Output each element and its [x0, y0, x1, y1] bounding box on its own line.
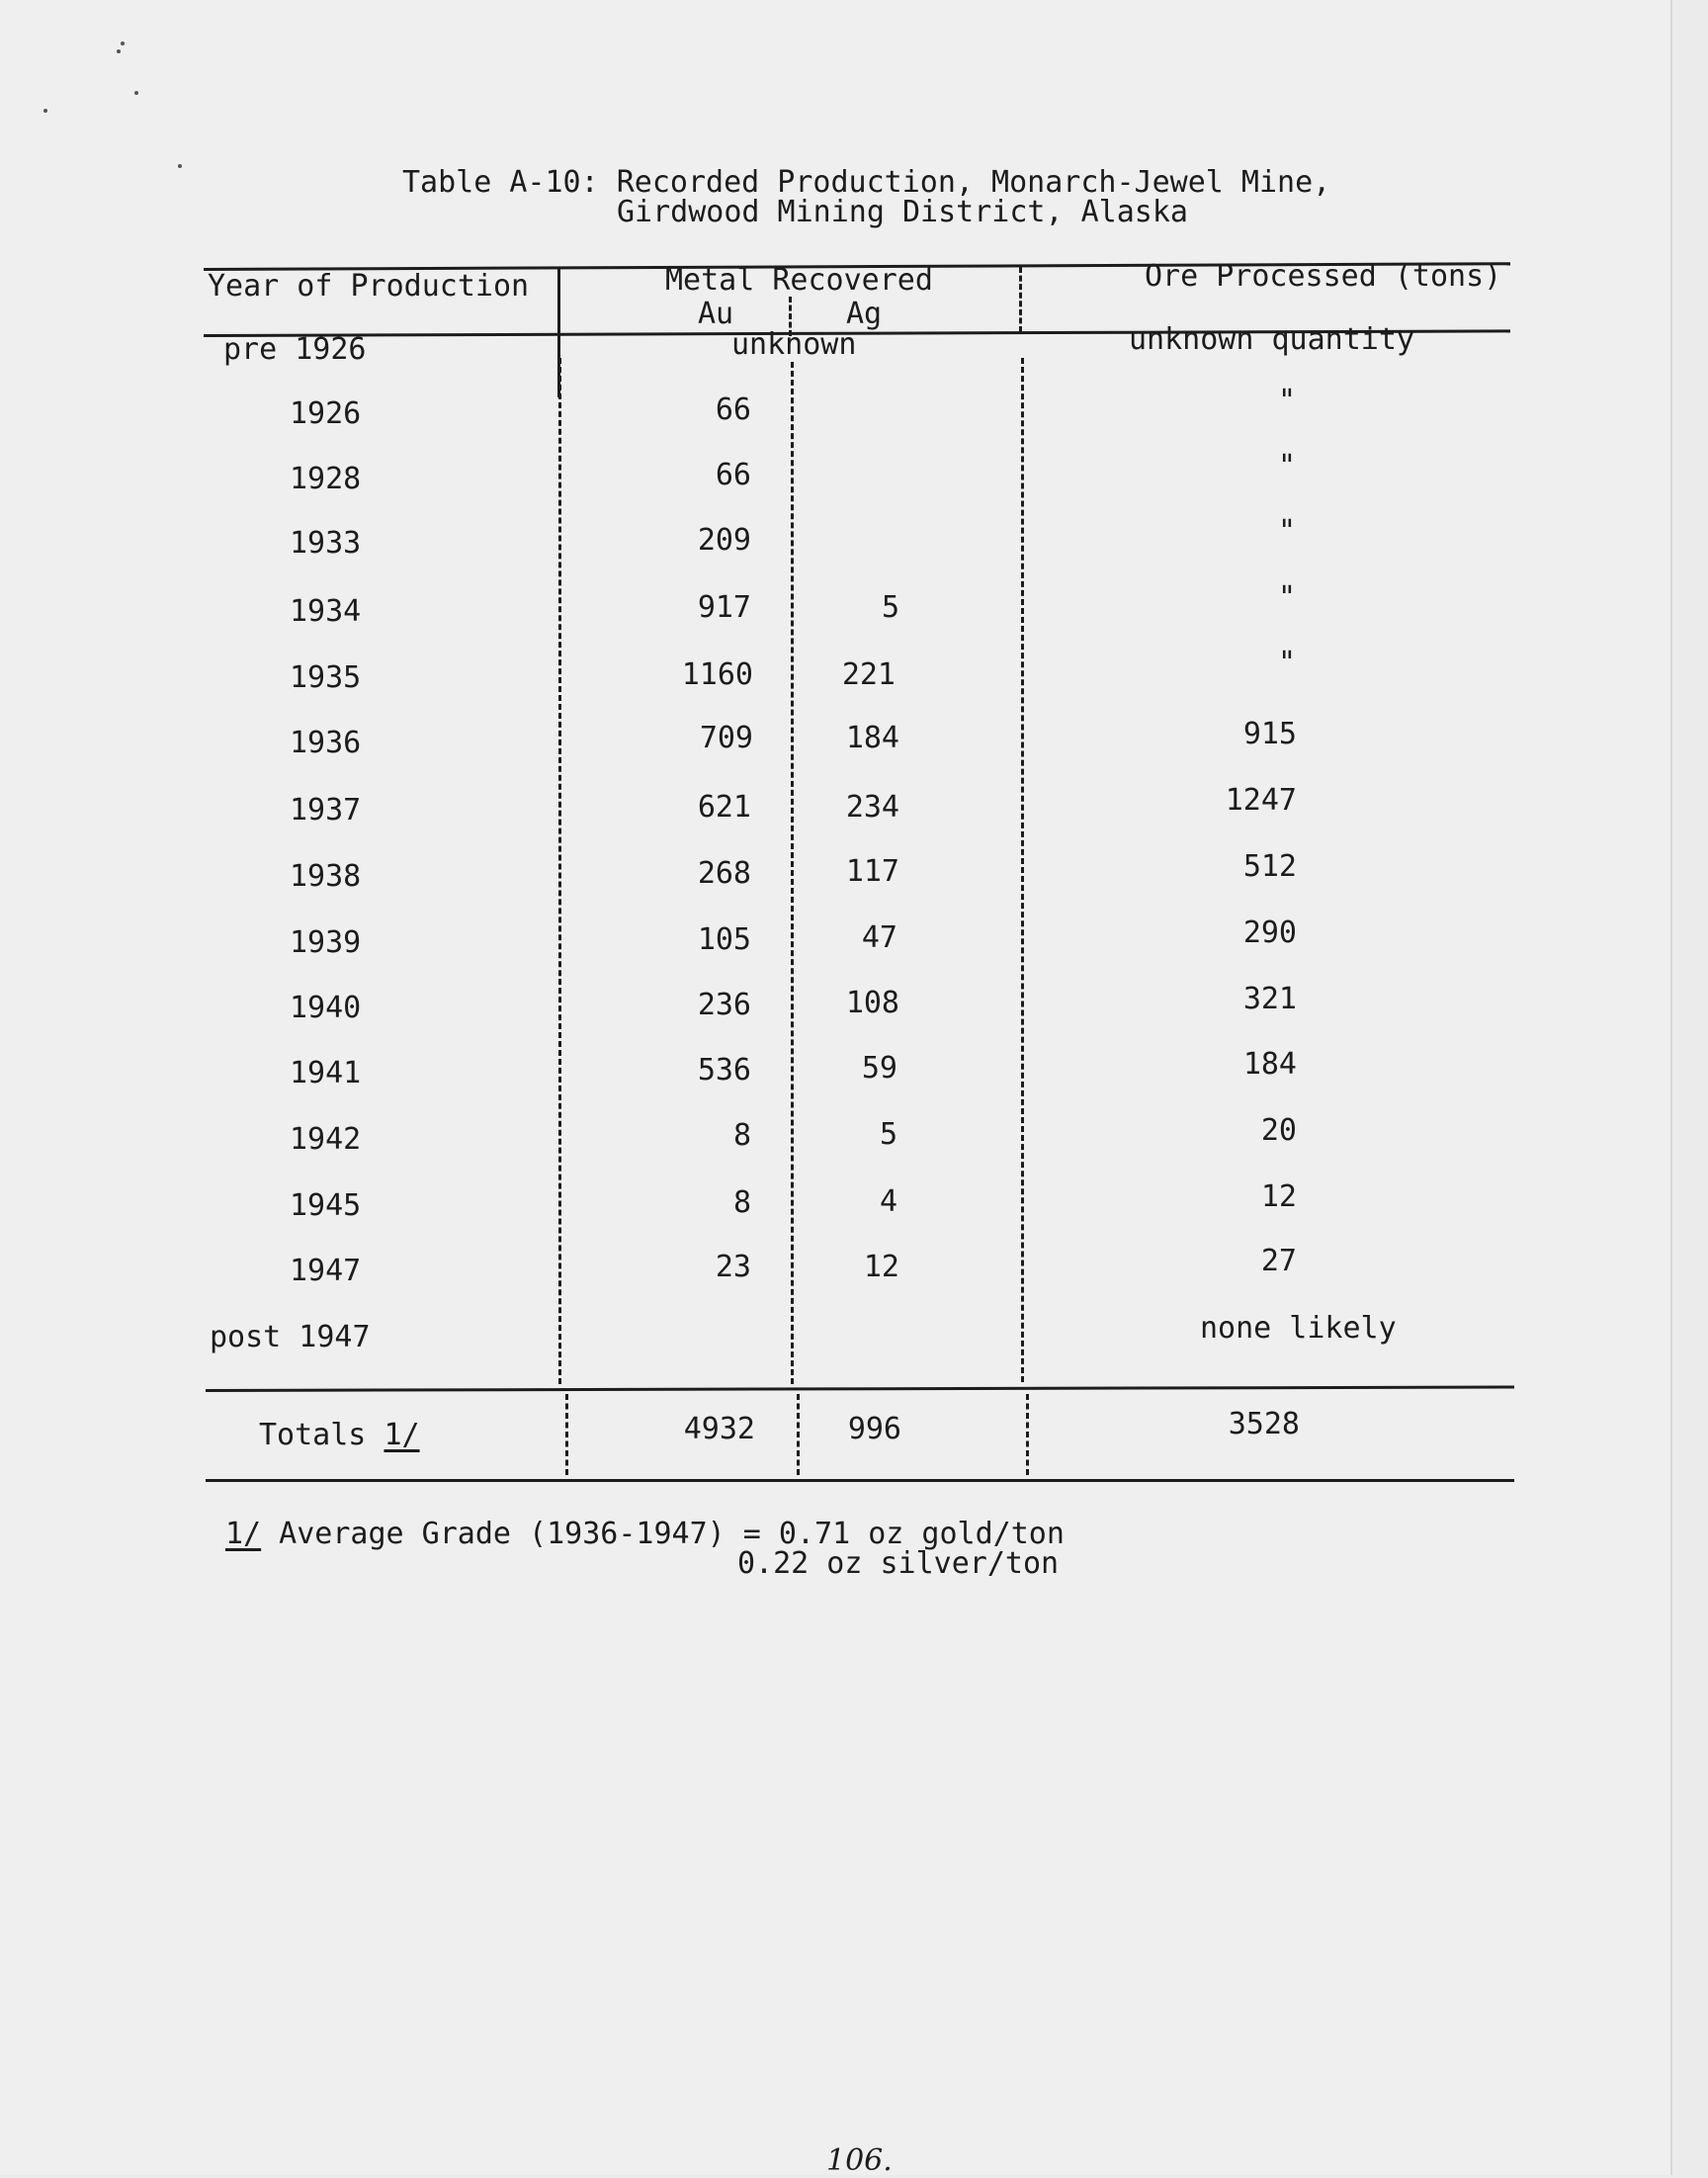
- table-row-ore: 915: [1242, 717, 1297, 751]
- table-row-au: 268: [697, 856, 751, 891]
- column-divider-metal-ore: [1021, 358, 1024, 1382]
- totals-ore: 3528: [1228, 1407, 1300, 1441]
- table-row-year: post 1947: [210, 1320, 371, 1354]
- table-row-ag: 5: [879, 1117, 897, 1152]
- totals-footnote-ref: 1/: [384, 1418, 420, 1452]
- column-divider-year-metal: [558, 358, 561, 1384]
- table-row-ag: 59: [861, 1051, 897, 1086]
- totals-label-group: [259, 1418, 420, 1453]
- table-row-au: 8: [732, 1118, 751, 1153]
- table-row-au: 917: [697, 590, 751, 625]
- scan-speck: [178, 164, 182, 168]
- table-row-year: 1947: [290, 1254, 362, 1288]
- scan-speck: [117, 49, 121, 53]
- table-row-ore: 290: [1242, 915, 1297, 950]
- totals-bottom-rule: [206, 1479, 1514, 1482]
- totals-label: Totals: [259, 1418, 367, 1452]
- footnote-marker: 1/: [225, 1517, 262, 1551]
- table-row-ag: 117: [845, 854, 899, 889]
- table-row-year: 1926: [290, 396, 362, 431]
- table-row-ore: 1247: [1225, 783, 1297, 818]
- table-row-ore: 512: [1242, 849, 1297, 884]
- table-row-ore: 184: [1242, 1047, 1297, 1082]
- table-row-year: 1940: [290, 991, 362, 1025]
- header-au: Au: [697, 297, 734, 331]
- table-row-ore: 321: [1242, 982, 1297, 1016]
- table-row-year: 1934: [290, 594, 362, 629]
- table-row-ag: 108: [845, 986, 899, 1020]
- table-row-ore: none likely: [1200, 1311, 1397, 1346]
- table-title-line2: Girdwood Mining District, Alaska: [617, 195, 1188, 229]
- table-row-ag: 184: [845, 721, 899, 755]
- table-row-ore: ": [1277, 384, 1297, 418]
- table-title-line1: Table A-10: Recorded Production, Monarch-Jewel Mine,: [402, 165, 1331, 200]
- table-row-ag: 47: [861, 920, 897, 955]
- table-row-au: 536: [697, 1053, 751, 1088]
- totals-divider-au-ag: [797, 1394, 800, 1475]
- table-row-ag: 221: [841, 657, 896, 692]
- table-row-year: 1938: [290, 859, 362, 894]
- table-row-year: 1936: [290, 726, 362, 760]
- table-row-ag: 234: [845, 790, 899, 825]
- table-row-au: 8: [732, 1185, 751, 1220]
- table-row-year: 1937: [290, 793, 362, 828]
- table-row-year: 1928: [290, 462, 362, 496]
- table-row-ore: ": [1277, 580, 1297, 615]
- header-year-of-production: Year of Production: [208, 269, 530, 304]
- footnote-text: Average Grade (1936-1947) = 0.71 oz gold/ton: [261, 1517, 1065, 1551]
- table-row-au: 236: [697, 988, 751, 1022]
- table-row-au: 709: [699, 721, 753, 755]
- scan-speck: [43, 109, 47, 113]
- table-row-year: pre 1926: [223, 332, 367, 367]
- table-row-au: 105: [697, 922, 751, 957]
- table-row-ore: ": [1277, 449, 1297, 483]
- table-row-ore: 12: [1260, 1179, 1297, 1214]
- table-row-au: 1160: [681, 657, 753, 692]
- table-row-year: 1942: [290, 1122, 362, 1157]
- totals-divider-year-metal: [565, 1394, 568, 1475]
- table-row-ag: 4: [879, 1184, 897, 1219]
- table-row-ag: 5: [881, 590, 899, 625]
- header-ag: Ag: [845, 297, 883, 331]
- table-row-au: 209: [697, 523, 751, 558]
- header-metal-recovered: Metal Recovered: [665, 263, 933, 298]
- table-row-year: 1939: [290, 925, 362, 960]
- table-row-ag: 12: [863, 1250, 899, 1284]
- totals-divider-metal-ore: [1026, 1394, 1029, 1475]
- column-divider-au-ag: [791, 362, 794, 1384]
- totals-au: 4932: [683, 1412, 755, 1446]
- table-row-au: 23: [715, 1250, 751, 1284]
- scan-speck: [134, 91, 138, 95]
- table-row-year: 1933: [290, 526, 362, 561]
- column-divider-metal-ore: [1019, 267, 1022, 332]
- table-row-ore: 27: [1260, 1244, 1297, 1278]
- table-row-au: 66: [715, 392, 751, 427]
- table-row-ore: 20: [1260, 1113, 1297, 1148]
- table-row-ore: ": [1277, 514, 1297, 549]
- scan-speck: [121, 42, 125, 45]
- footnote-line2: 0.22 oz silver/ton: [737, 1546, 1060, 1581]
- totals-ag: 996: [847, 1412, 901, 1446]
- table-row-ore: unknown quantity: [1129, 322, 1414, 357]
- table-row-au: 66: [715, 458, 751, 492]
- table-row-year: 1935: [290, 660, 362, 695]
- table-row-year: 1941: [290, 1056, 362, 1090]
- header-ore-processed: Ore Processed (tons): [1145, 259, 1502, 294]
- table-row-au: 621: [697, 790, 751, 825]
- table-row-unknown: unknown: [731, 327, 857, 362]
- table-row-year: 1945: [290, 1188, 362, 1223]
- table-row-ore: ": [1277, 646, 1297, 680]
- page-number: 106.: [826, 2143, 893, 2178]
